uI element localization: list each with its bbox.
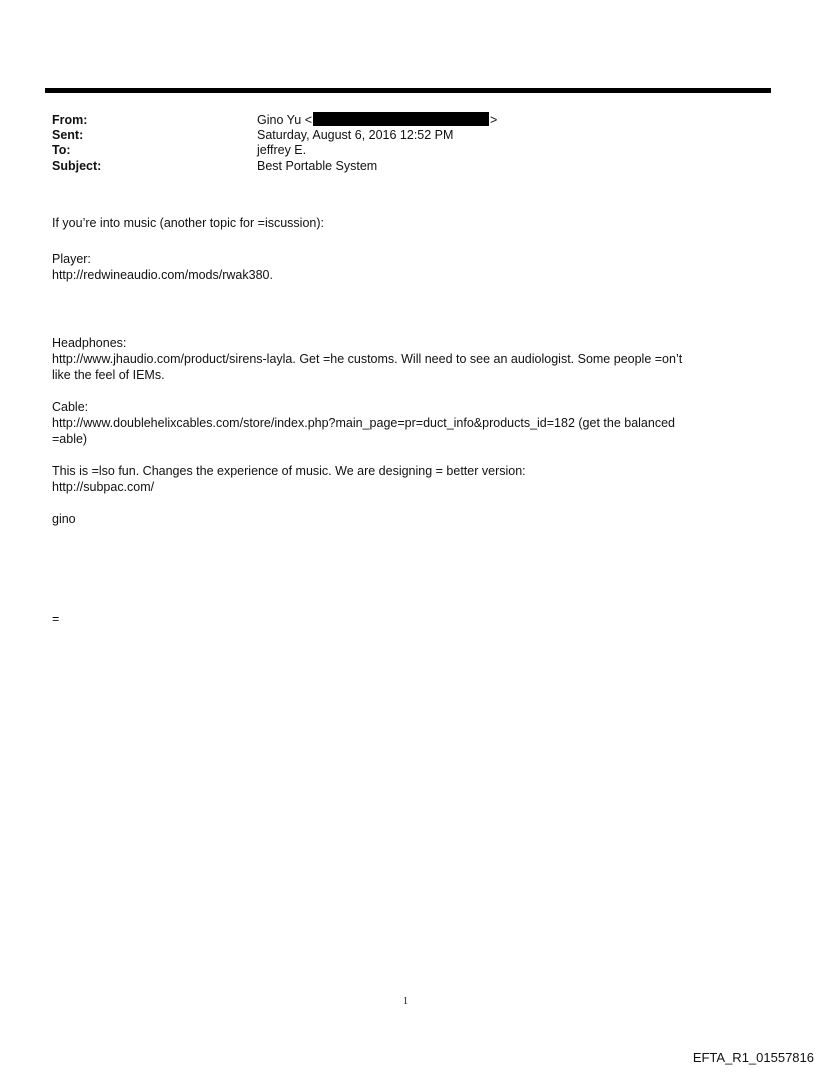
body-link: http://redwineaudio.com/mods/rwak380. xyxy=(52,268,273,282)
signature: gino xyxy=(52,512,76,526)
subject-value: Best Portable System xyxy=(257,159,378,173)
document-id: EFTA_R1_01557816 xyxy=(692,1050,814,1065)
body-link: http://subpac.com/ xyxy=(52,480,155,494)
to-label: To: xyxy=(52,143,71,157)
body-line: Player: xyxy=(52,252,91,266)
body-line: Cable: xyxy=(52,400,89,414)
page-number: 1 xyxy=(403,996,408,1007)
body-line: = xyxy=(52,612,60,626)
body-line: http://www.jhaudio.com/product/sirens-layla. Get =he customs. Will need to see an audiologist. Some people =on’t xyxy=(52,352,683,366)
from-value xyxy=(257,112,497,128)
body-line: This is =lso fun. Changes the experience of music. We are designing = better version: xyxy=(52,464,526,478)
body-line: If you’re into music (another topic for =iscussion): xyxy=(52,216,324,230)
body-line: http://www.doublehelixcables.com/store/index.php?main_page=pr=duct_info&products_id=182 (get the balanced xyxy=(52,416,675,430)
from-close: > xyxy=(490,113,498,127)
body-line: Headphones: xyxy=(52,336,127,350)
sent-value: Saturday, August 6, 2016 12:52 PM xyxy=(257,128,454,142)
body-line: =able) xyxy=(52,432,88,446)
sent-label: Sent: xyxy=(52,128,84,142)
from-label: From: xyxy=(52,113,88,127)
body-line: like the feel of IEMs. xyxy=(52,368,165,382)
header-divider xyxy=(45,88,771,93)
subject-label: Subject: xyxy=(52,159,102,173)
redaction-box xyxy=(313,112,489,126)
from-name: Gino Yu < xyxy=(257,113,313,127)
to-value: jeffrey E. xyxy=(257,143,307,157)
